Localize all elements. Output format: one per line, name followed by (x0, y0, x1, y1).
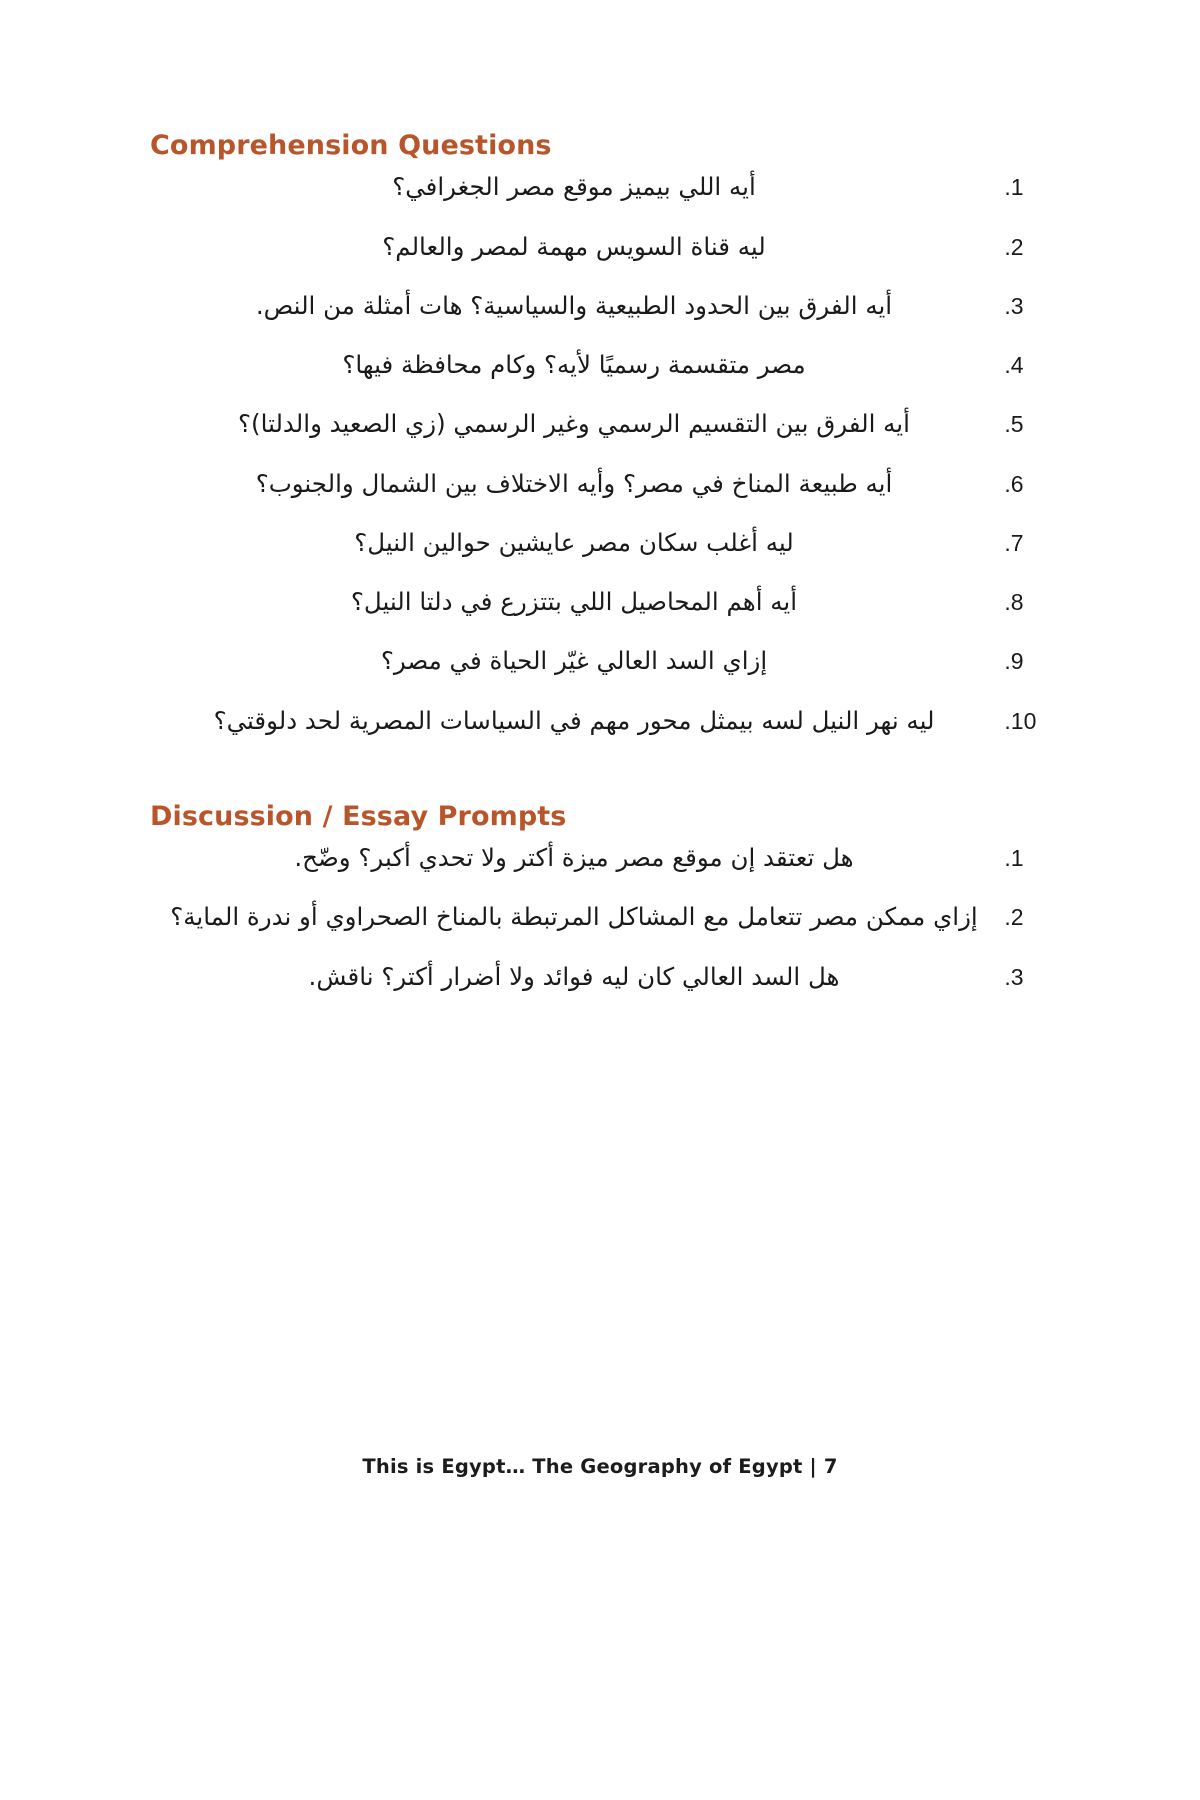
list-item (150, 524, 998, 561)
prompt-text: هل تعتقد إن موقع مصر ميزة أكتر ولا تحدي أكبر؟ وضّح. (294, 843, 854, 873)
question-text: ليه قناة السويس مهمة لمصر والعالم؟ (382, 231, 766, 261)
question-text: ليه نهر النيل لسه بيمثل محور مهم في السياسات المصرية لحد دلوقتي؟ (213, 705, 935, 735)
question-text: إزاي السد العالي غيّر الحياة في مصر؟ (380, 646, 768, 676)
list-item (150, 168, 998, 205)
question-text: أيه طبيعة المناخ في مصر؟ وأيه الاختلاف بين الشمال والجنوب؟ (255, 468, 893, 498)
discussion-prompts-list (150, 839, 1050, 995)
list-item (150, 898, 998, 935)
question-text: أيه الفرق بين التقسيم الرسمي وغير الرسمي (زي الصعيد والدلتا)؟ (238, 409, 910, 439)
question-text: مصر متقسمة رسميًا لأيه؟ وكام محافظة فيها؟ (342, 350, 806, 380)
list-item (150, 465, 998, 502)
list-item (150, 583, 998, 620)
section-heading-discussion-essay-prompts: Discussion / Essay Prompts (150, 800, 567, 832)
list-item (150, 702, 998, 739)
page-content (150, 130, 1050, 995)
prompt-text: إزاي ممكن مصر تتعامل مع المشاكل المرتبطة بالمناخ الصحراوي أو ندرة الماية؟ (170, 902, 978, 932)
page-footer: This is Egypt… The Geography of Egypt | 7 (362, 1455, 838, 1478)
question-text: أيه الفرق بين الحدود الطبيعية والسياسية؟ هات أمثلة من النص. (255, 290, 893, 320)
question-text: ليه أغلب سكان مصر عايشين حوالين النيل؟ (354, 527, 794, 557)
question-text: أيه أهم المحاصيل اللي بتتزرع في دلتا النيل؟ (350, 587, 798, 617)
list-item (150, 642, 998, 679)
question-text: أيه اللي بيميز موقع مصر الجغرافي؟ (392, 172, 756, 202)
list-item (150, 228, 998, 265)
comprehension-questions-list (150, 168, 1050, 738)
list-item (150, 346, 998, 383)
list-item (150, 405, 998, 442)
list-item (150, 287, 998, 324)
prompt-text: هل السد العالي كان ليه فوائد ولا أضرار أكتر؟ ناقش. (308, 961, 840, 991)
list-item (150, 839, 998, 876)
section-heading-comprehension-questions: Comprehension Questions (150, 130, 552, 161)
list-item (150, 958, 998, 995)
